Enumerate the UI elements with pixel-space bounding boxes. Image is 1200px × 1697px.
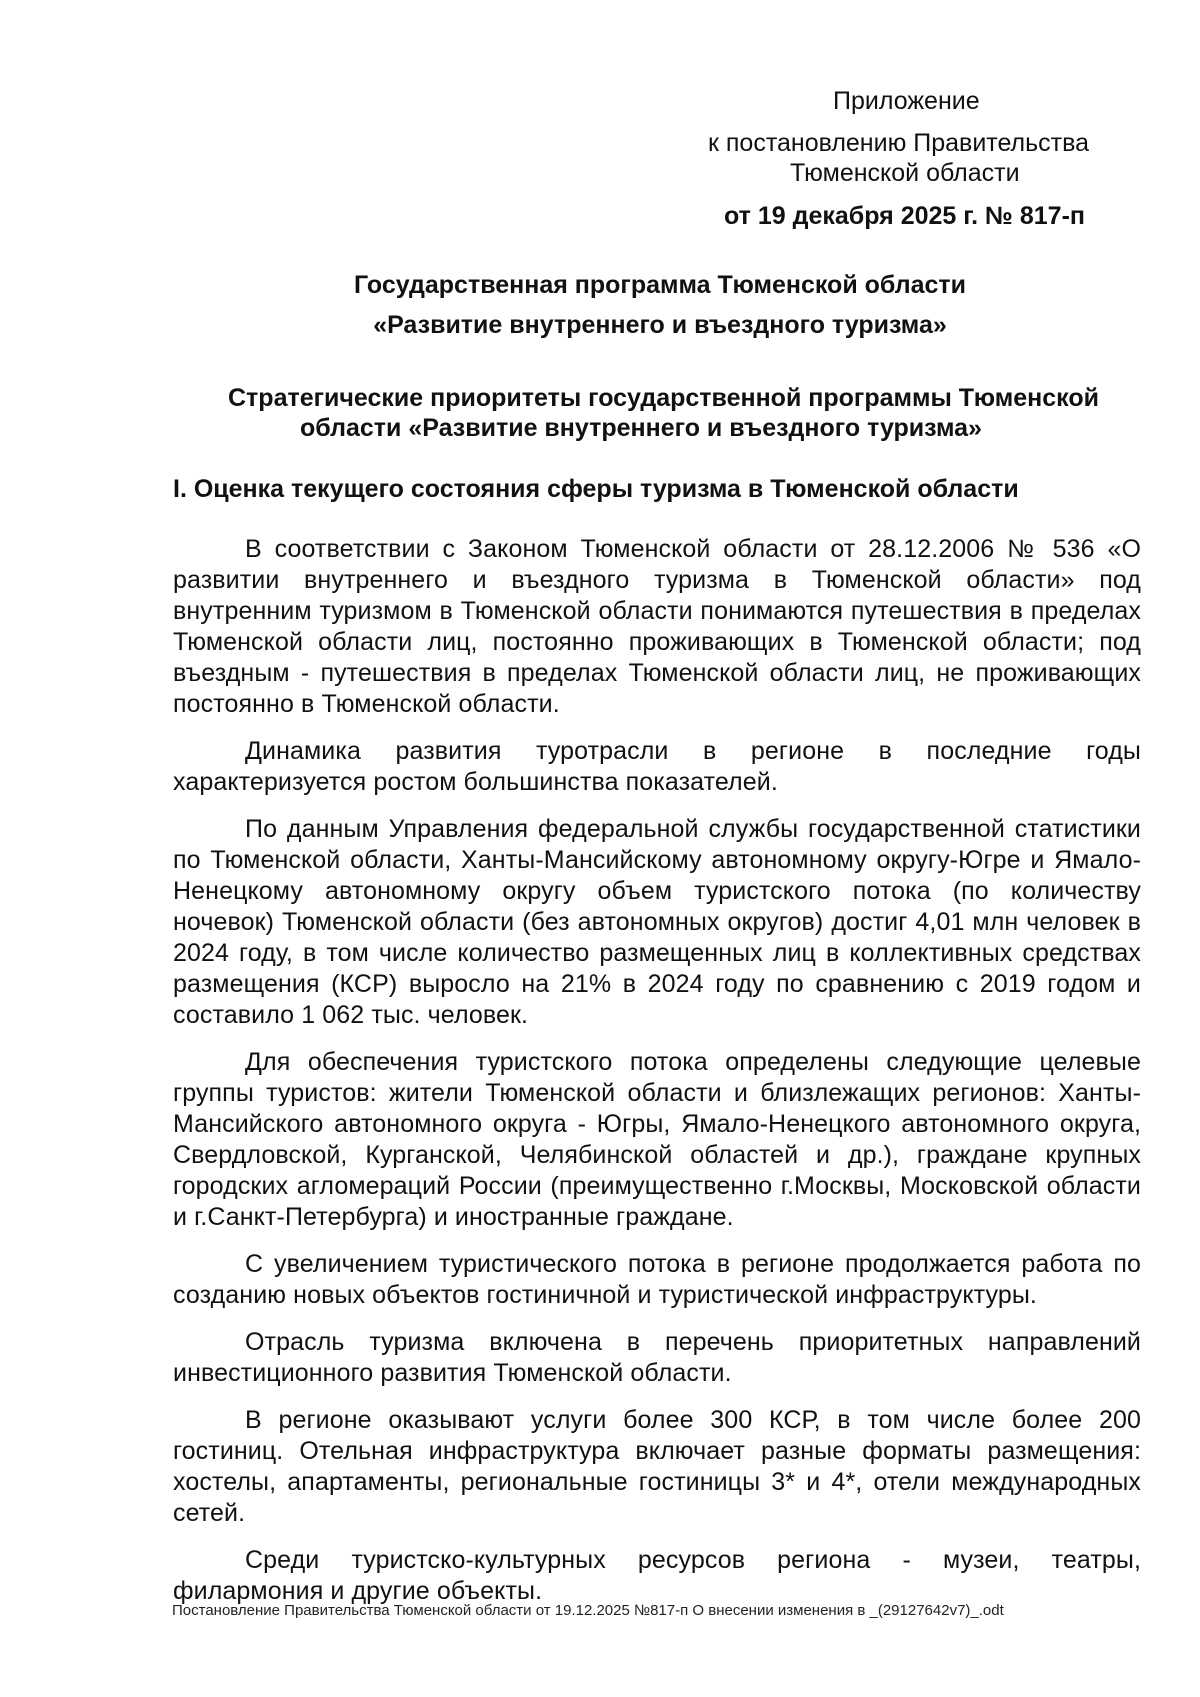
paragraph-law-definition: В соответствии с Законом Тюменской области от 28.12.2006 № 536 «О развитии внутреннего и въездного туризма в Тюменской области» под внутренним туризмом в Тюменской области понимаются путешествия в пределах Тюменской области лиц, постоянно проживающих в Тюменской области; под въездным - путешествия в пределах Тюменской области лиц, не проживающих постоянно в Тюменской области. bbox=[173, 535, 1141, 718]
paragraph-statistics: По данным Управления федеральной службы государственной статистики по Тюменской области, Ханты-Мансийскому автономному округу-Югре и Ямало-Ненецкому автономному округу объем туристского потока (по количеству ночевок) Тюменской области (без автономных округов) достиг 4,01 млн человек в 2024 году, в том числе количество размещенных лиц в коллективных средствах размещения (КСР) выросло на 21% в 2024 году по сравнению с 2019 годом и составило 1 062 тыс. человек. bbox=[173, 815, 1141, 1029]
priorities-heading-line2: области «Развитие внутреннего и въездного туризма» bbox=[300, 414, 982, 442]
priorities-heading-line1: Стратегические приоритеты государственной программы Тюменской bbox=[228, 384, 1099, 412]
section-heading: I. Оценка текущего состояния сферы туризма в Тюменской области bbox=[173, 475, 1019, 503]
program-title-line1: Государственная программа Тюменской области bbox=[353, 271, 967, 299]
section-body bbox=[173, 534, 1141, 1623]
annex-region-line: Тюменской области bbox=[790, 159, 1020, 187]
program-title-line2: «Развитие внутреннего и въездного туризма» bbox=[373, 311, 947, 339]
annex-label: Приложение bbox=[833, 87, 980, 115]
annex-date-number: от 19 декабря 2025 г. № 817-п bbox=[724, 202, 1086, 230]
paragraph-infrastructure: С увеличением туристического потока в регионе продолжается работа по созданию новых объектов гостиничной и туристической инфраструктуры. bbox=[173, 1250, 1141, 1309]
paragraph-investment-priority: Отрасль туризма включена в перечень приоритетных направлений инвестиционного развития Тюменской области. bbox=[173, 1328, 1141, 1387]
annex-decree-line: к постановлению Правительства bbox=[708, 129, 1090, 157]
paragraph-target-groups: Для обеспечения туристского потока определены следующие целевые группы туристов: жители Тюменской области и близлежащих регионов: Ханты-Мансийского автономного округа - Югры, Ямало-Ненецкого автономного округа, Свердловской, Курганской, Челябинской областей и др.), граждане крупных городских агломераций России (преимущественно г.Москвы, Московской области и г.Санкт-Петербурга) и иностранные граждане. bbox=[173, 1048, 1141, 1231]
paragraph-accommodation: В регионе оказывают услуги более 300 КСР, в том числе более 200 гостиниц. Отельная инфраструктура включает разные форматы размещения: хостелы, апартаменты, региональные гостиницы 3* и 4*, отели международных сетей. bbox=[173, 1406, 1141, 1527]
paragraph-dynamics: Динамика развития туротрасли в регионе в последние годы характеризуется ростом большинства показателей. bbox=[173, 737, 1141, 796]
footer-file-reference: Постановление Правительства Тюменской области от 19.12.2025 №817-п О внесении изменения в _(29127642v7)_.odt bbox=[172, 1602, 1004, 1619]
paragraph-cultural-resources: Среди туристско-культурных ресурсов региона - музеи, театры, филармония и другие объекты. bbox=[173, 1546, 1141, 1605]
